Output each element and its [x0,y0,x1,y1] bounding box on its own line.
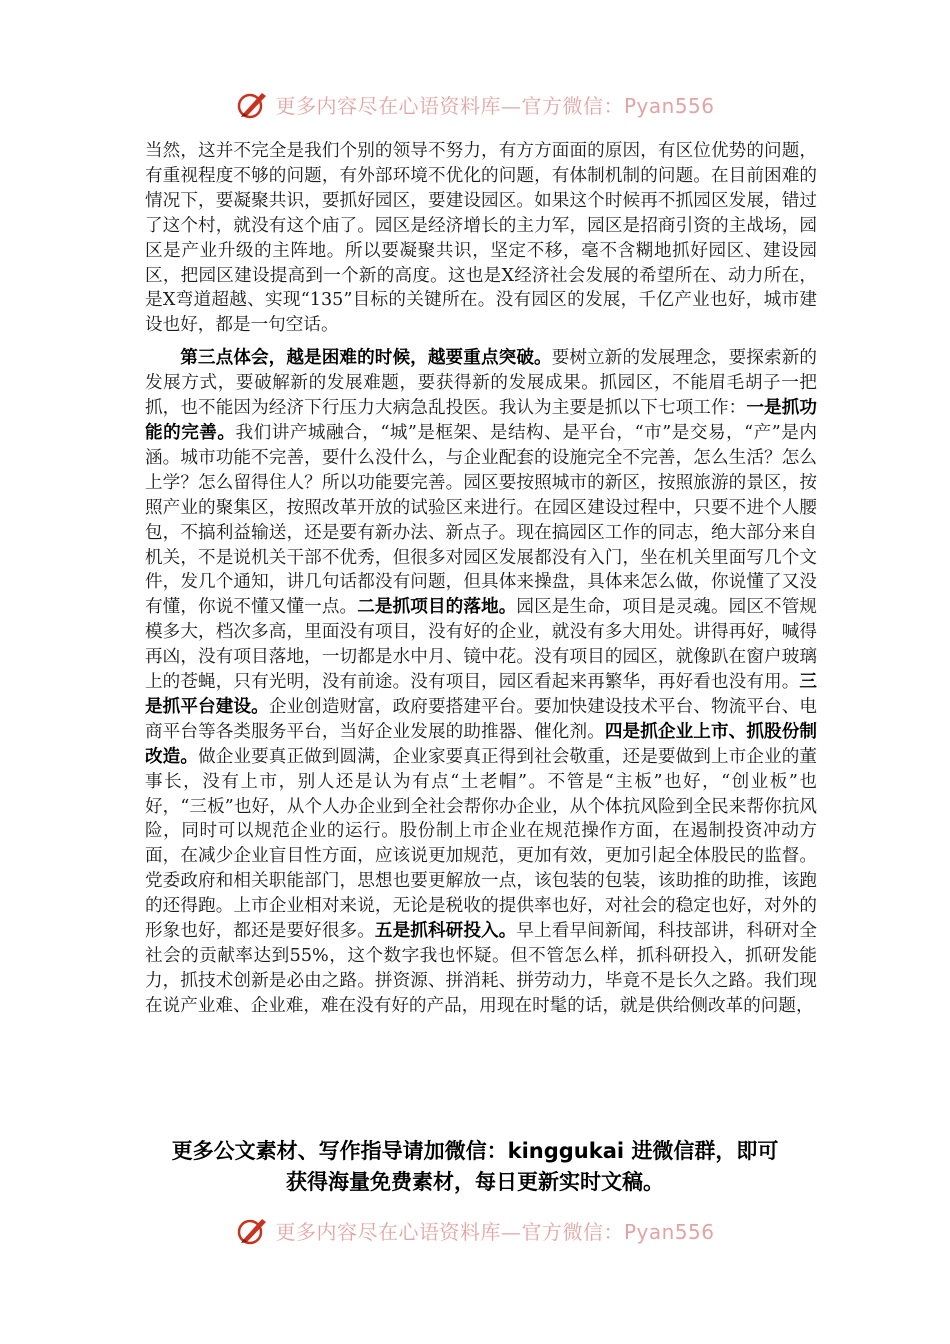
paragraph-2: 第三点体会，越是困难的时候，越要重点突破。要树立新的发展理念，要探索新的发展方式，要破解新的发展难题，要获得新的发展成果。抓园区，不能眉毛胡子一把抓，也不能因为经济下行压力大病急乱投医。我认为主要是抓以下七项工作：一是抓功能的完善。我们讲产城融合，“城”是框架、是结构、是平台，“市”是交易，“产”是内涵。城市功能不完善，要什么没什么，与企业配套的设施完全不完善，怎么生活？怎么上学？怎么留得住人？所以功能要完善。园区要按照城市的新区，按照旅游的景区，按照产业的聚集区，按照改革开放的试验区来进行。在园区建设过程中，只要不进个人腰包，不搞利益输送，还是要有新办法、新点子。现在搞园区工作的同志，绝大部分来自机关，不是说机关干部不优秀，但很多对园区发展都没有入门，坐在机关里面写几个文件，发几个通知，讲几句话都没有问题，但具体来操盘，具体来怎么做，你说懂了又没有懂，你说不懂又懂一点。二是抓项目的落地。园区是生命，项目是灵魂。园区不管规模多大，档次多高，里面没有项目，没有好的企业，就没有多大用处。讲得再好，喊得再凶，没有项目落地，一切都是水中月、镜中花。没有项目的园区，就像趴在窗户玻璃上的苍蝇，只有光明，没有前途。没有项目，园区看起来再繁华，再好看也没有用。三是抓平台建设。企业创造财富，政府要搭建平台。要加快建设技术平台、物流平台、电商平台等各类服务平台，当好企业发展的助推器、催化剂。四是抓企业上市、抓股份制改造。做企业要真正做到圆满，企业家要真正得到社会敬重，还是要做到上市企业的董事长，没有上市，别人还是认为有点“土老帽”。不管是“主板”也好，“创业板”也好，“三板”也好，从个人办企业到全社会帮你办企业，从个体抗风险到全民来帮你抗风险，同时可以规范企业的运行。股份制上市企业在规范操作方面，在遏制投资冲动方面，在减少企业盲目性方面，应该说更加规范，更加有效，更加引起全体股民的监督。党委政府和相关职能部门，思想也要更解放一点，该包装的包装，该助推的助推，该跑的还得跑。上市企业相对来说，无论是税收的提供率也好，对社会的稳定也好，对外的形象也好，都还是要好很多。五是抓科研投入。早上看早间新闻，科技部讲，科研对全社会的贡献率达到55%，这个数字我也怀疑。但不管怎么样，抓科研投入，抓研发能力，抓技术创新是必由之路。拼资源、拼消耗、拼劳动力，毕竟不是长久之路。我们现在说产业难、企业难，难在没有好的产品，用现在时髦的话，就是供给侧改革的问题， [145,348,817,1016]
footer-banner [0,1210,950,1250]
item-2-heading: 二是抓项目的落地。 [357,597,517,618]
item-4-heading: 四是抓企业上市、抓股份制改造。 [145,721,817,767]
pen-logo-icon [235,87,269,121]
item-5-heading: 五是抓科研投入。 [374,921,517,942]
header-banner [0,84,950,124]
document-body [145,139,817,1019]
banner-wechat-id: Pyan556 [623,93,715,118]
promo-line-1: 更多公文素材、写作指导请加微信：kinggukai 进微信群，即可 [171,1139,779,1163]
banner-wechat-id: Pyan556 [623,1219,715,1244]
promo-line-2: 获得海量免费素材，每日更新实时文稿。 [286,1170,664,1194]
banner-text: 更多内容尽在心语资料库—官方微信：Pyan556 [275,1219,715,1244]
heading-point-3: 第三点体会，越是困难的时候，越要重点突破。 [180,348,552,369]
item-3-heading: 三是抓平台建设。 [145,672,817,717]
item-1-heading: 一是抓功能的完善。 [145,398,817,443]
banner-text: 更多内容尽在心语资料库—官方微信：Pyan556 [275,93,715,118]
paragraph-1: 当然，这并不完全是我们个别的领导不努力，有方方面面的原因，有区位优势的问题，有重视程度不够的问题，有外部环境不优化的问题，有体制机制的问题。在目前困难的情况下，要凝聚共识，要抓好园区，要建设园区。如果这个时候再不抓园区发展，错过了这个村，就没有这个庙了。园区是经济增长的主力军，园区是招商引资的主战场，园区是产业升级的主阵地。所以要凝聚共识，坚定不移，毫不含糊地抓好园区、建设园区，把园区建设提高到一个新的高度。这也是X经济社会发展的希望所在、动力所在，是X弯道超越、实现“135”目标的关键所在。没有园区的发展，千亿产业也好，城市建设也好，都是一句空话。 [145,141,817,336]
pen-logo-icon [235,1213,269,1247]
promo-notice [100,1136,850,1198]
